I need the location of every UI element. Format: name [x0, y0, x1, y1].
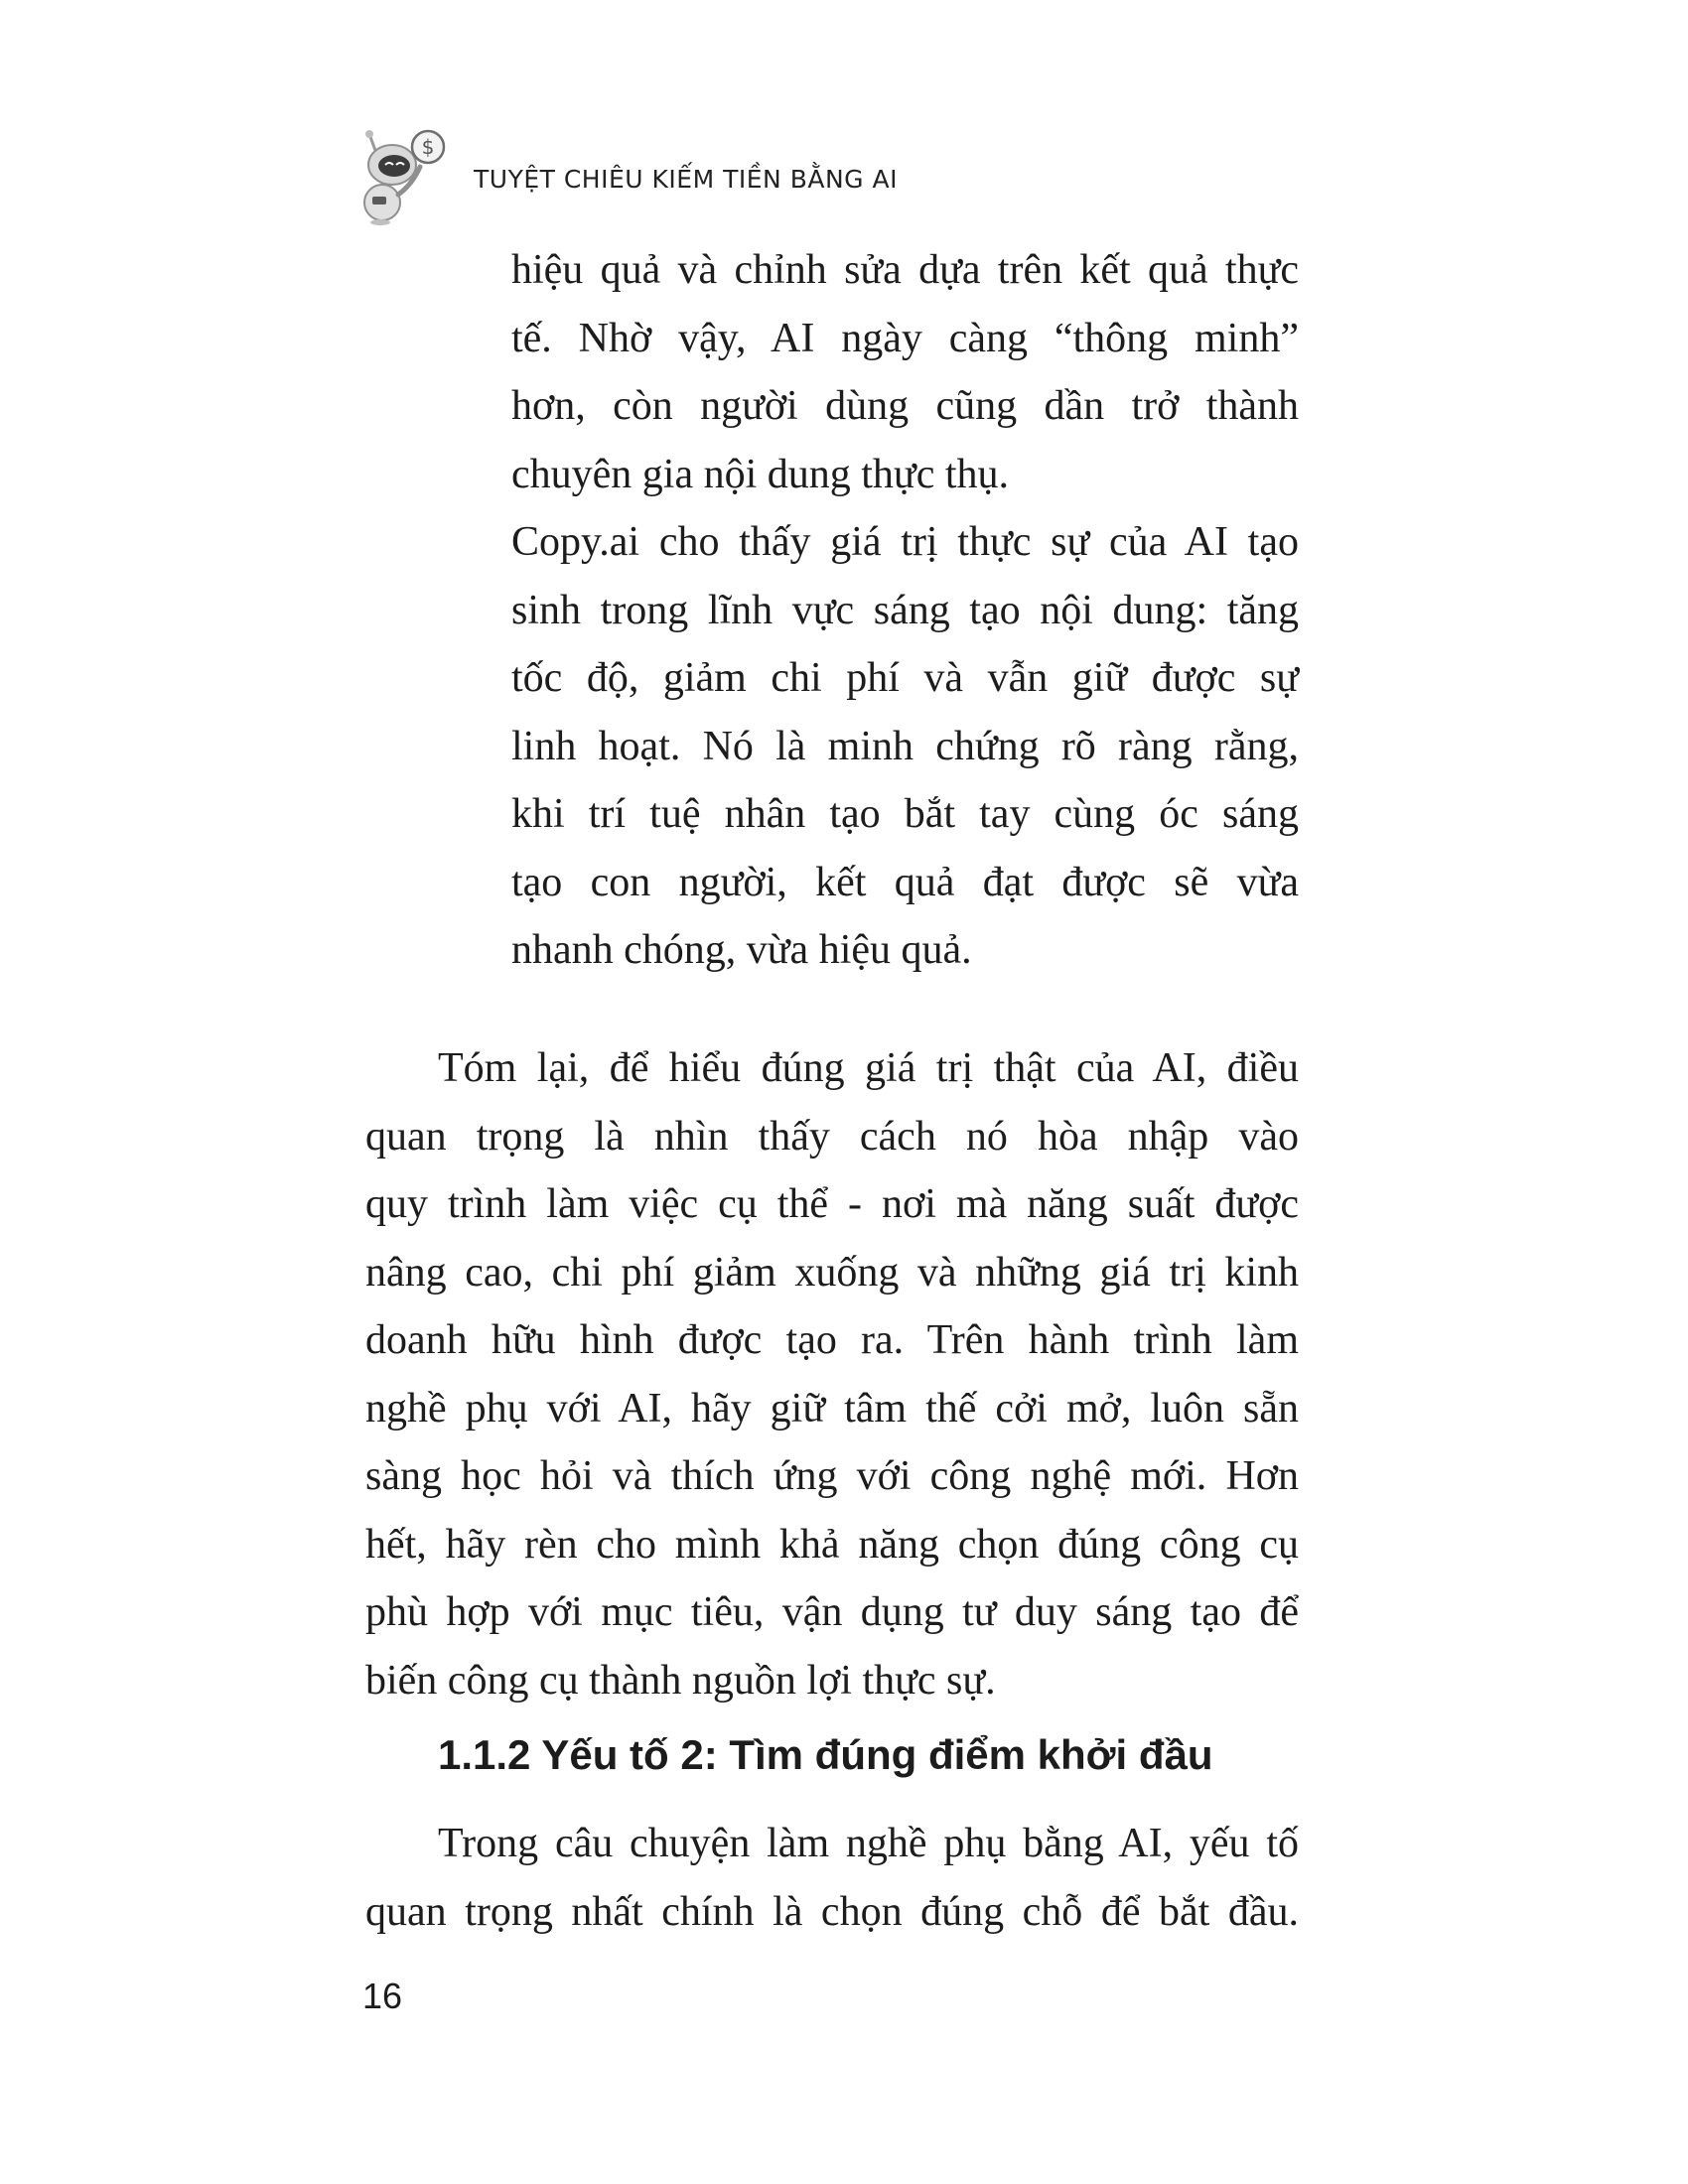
text-line: Copy.ai cho thấy giá trị thực sự của AI tạo	[511, 519, 1299, 565]
text-line: hết, hãy rèn cho mình khả năng chọn đúng công cụ	[365, 1521, 1299, 1568]
text-line: khi trí tuệ nhân tạo bắt tay cùng óc sáng	[511, 791, 1299, 837]
running-header-title: TUYỆT CHIÊU KIẾM TIỀN BẰNG AI	[474, 164, 898, 194]
robot-holding-dollar-coin-icon	[343, 123, 462, 226]
page-number: 16	[362, 1976, 403, 2016]
text-line: hơn, còn người dùng cũng dần trở thành	[511, 383, 1299, 429]
text-line: biến công cụ thành nguồn lợi thực sự.	[365, 1657, 996, 1704]
running-header	[343, 125, 898, 224]
text-line: quan trọng là nhìn thấy cách nó hòa nhập vào	[365, 1113, 1299, 1160]
text-line: nhanh chóng, vừa hiệu quả.	[511, 927, 972, 973]
summary-paragraph	[365, 1034, 1299, 1714]
text-line: tế. Nhờ vậy, AI ngày càng “thông minh”	[511, 315, 1299, 361]
text-line: hiệu quả và chỉnh sửa dựa trên kết quả thực	[511, 247, 1299, 293]
text-line: quy trình làm việc cụ thể - nơi mà năng suất được	[365, 1181, 1299, 1227]
text-line: chuyên gia nội dung thực thụ.	[511, 451, 1010, 497]
text-line: phù hợp với mục tiêu, vận dụng tư duy sáng tạo để	[365, 1589, 1299, 1635]
text-line: doanh hữu hình được tạo ra. Trên hành trình làm	[365, 1317, 1299, 1363]
text-line: Trong câu chuyện làm nghề phụ bằng AI, yếu tố	[438, 1821, 1299, 1866]
text-line: tạo con người, kết quả đạt được sẽ vừa	[511, 859, 1299, 905]
text-line: tốc độ, giảm chi phí và vẫn giữ được sự	[511, 655, 1299, 701]
text-line: sinh trong lĩnh vực sáng tạo nội dung: tăng	[511, 587, 1299, 633]
intro-paragraph	[365, 1810, 1299, 1946]
svg-text:$: $	[421, 135, 435, 159]
case-study-text	[511, 236, 1299, 985]
text-line: nâng cao, chi phí giảm xuống và những giá trị kinh	[365, 1249, 1299, 1296]
text-line: quan trọng nhất chính là chọn đúng chỗ để bắt đầu.	[365, 1888, 1299, 1935]
text-line: nghề phụ với AI, hãy giữ tâm thế cởi mở, luôn sẵn	[365, 1385, 1299, 1432]
text-line: linh hoạt. Nó là minh chứng rõ ràng rằng,	[511, 723, 1299, 769]
section-heading: 1.1.2 Yếu tố 2: Tìm đúng điểm khởi đầu	[438, 1731, 1213, 1778]
text-line: sàng học hỏi và thích ứng với công nghệ mới. Hơn	[365, 1453, 1299, 1499]
text-line: Tóm lại, để hiểu đúng giá trị thật của AI, điều	[438, 1045, 1299, 1091]
